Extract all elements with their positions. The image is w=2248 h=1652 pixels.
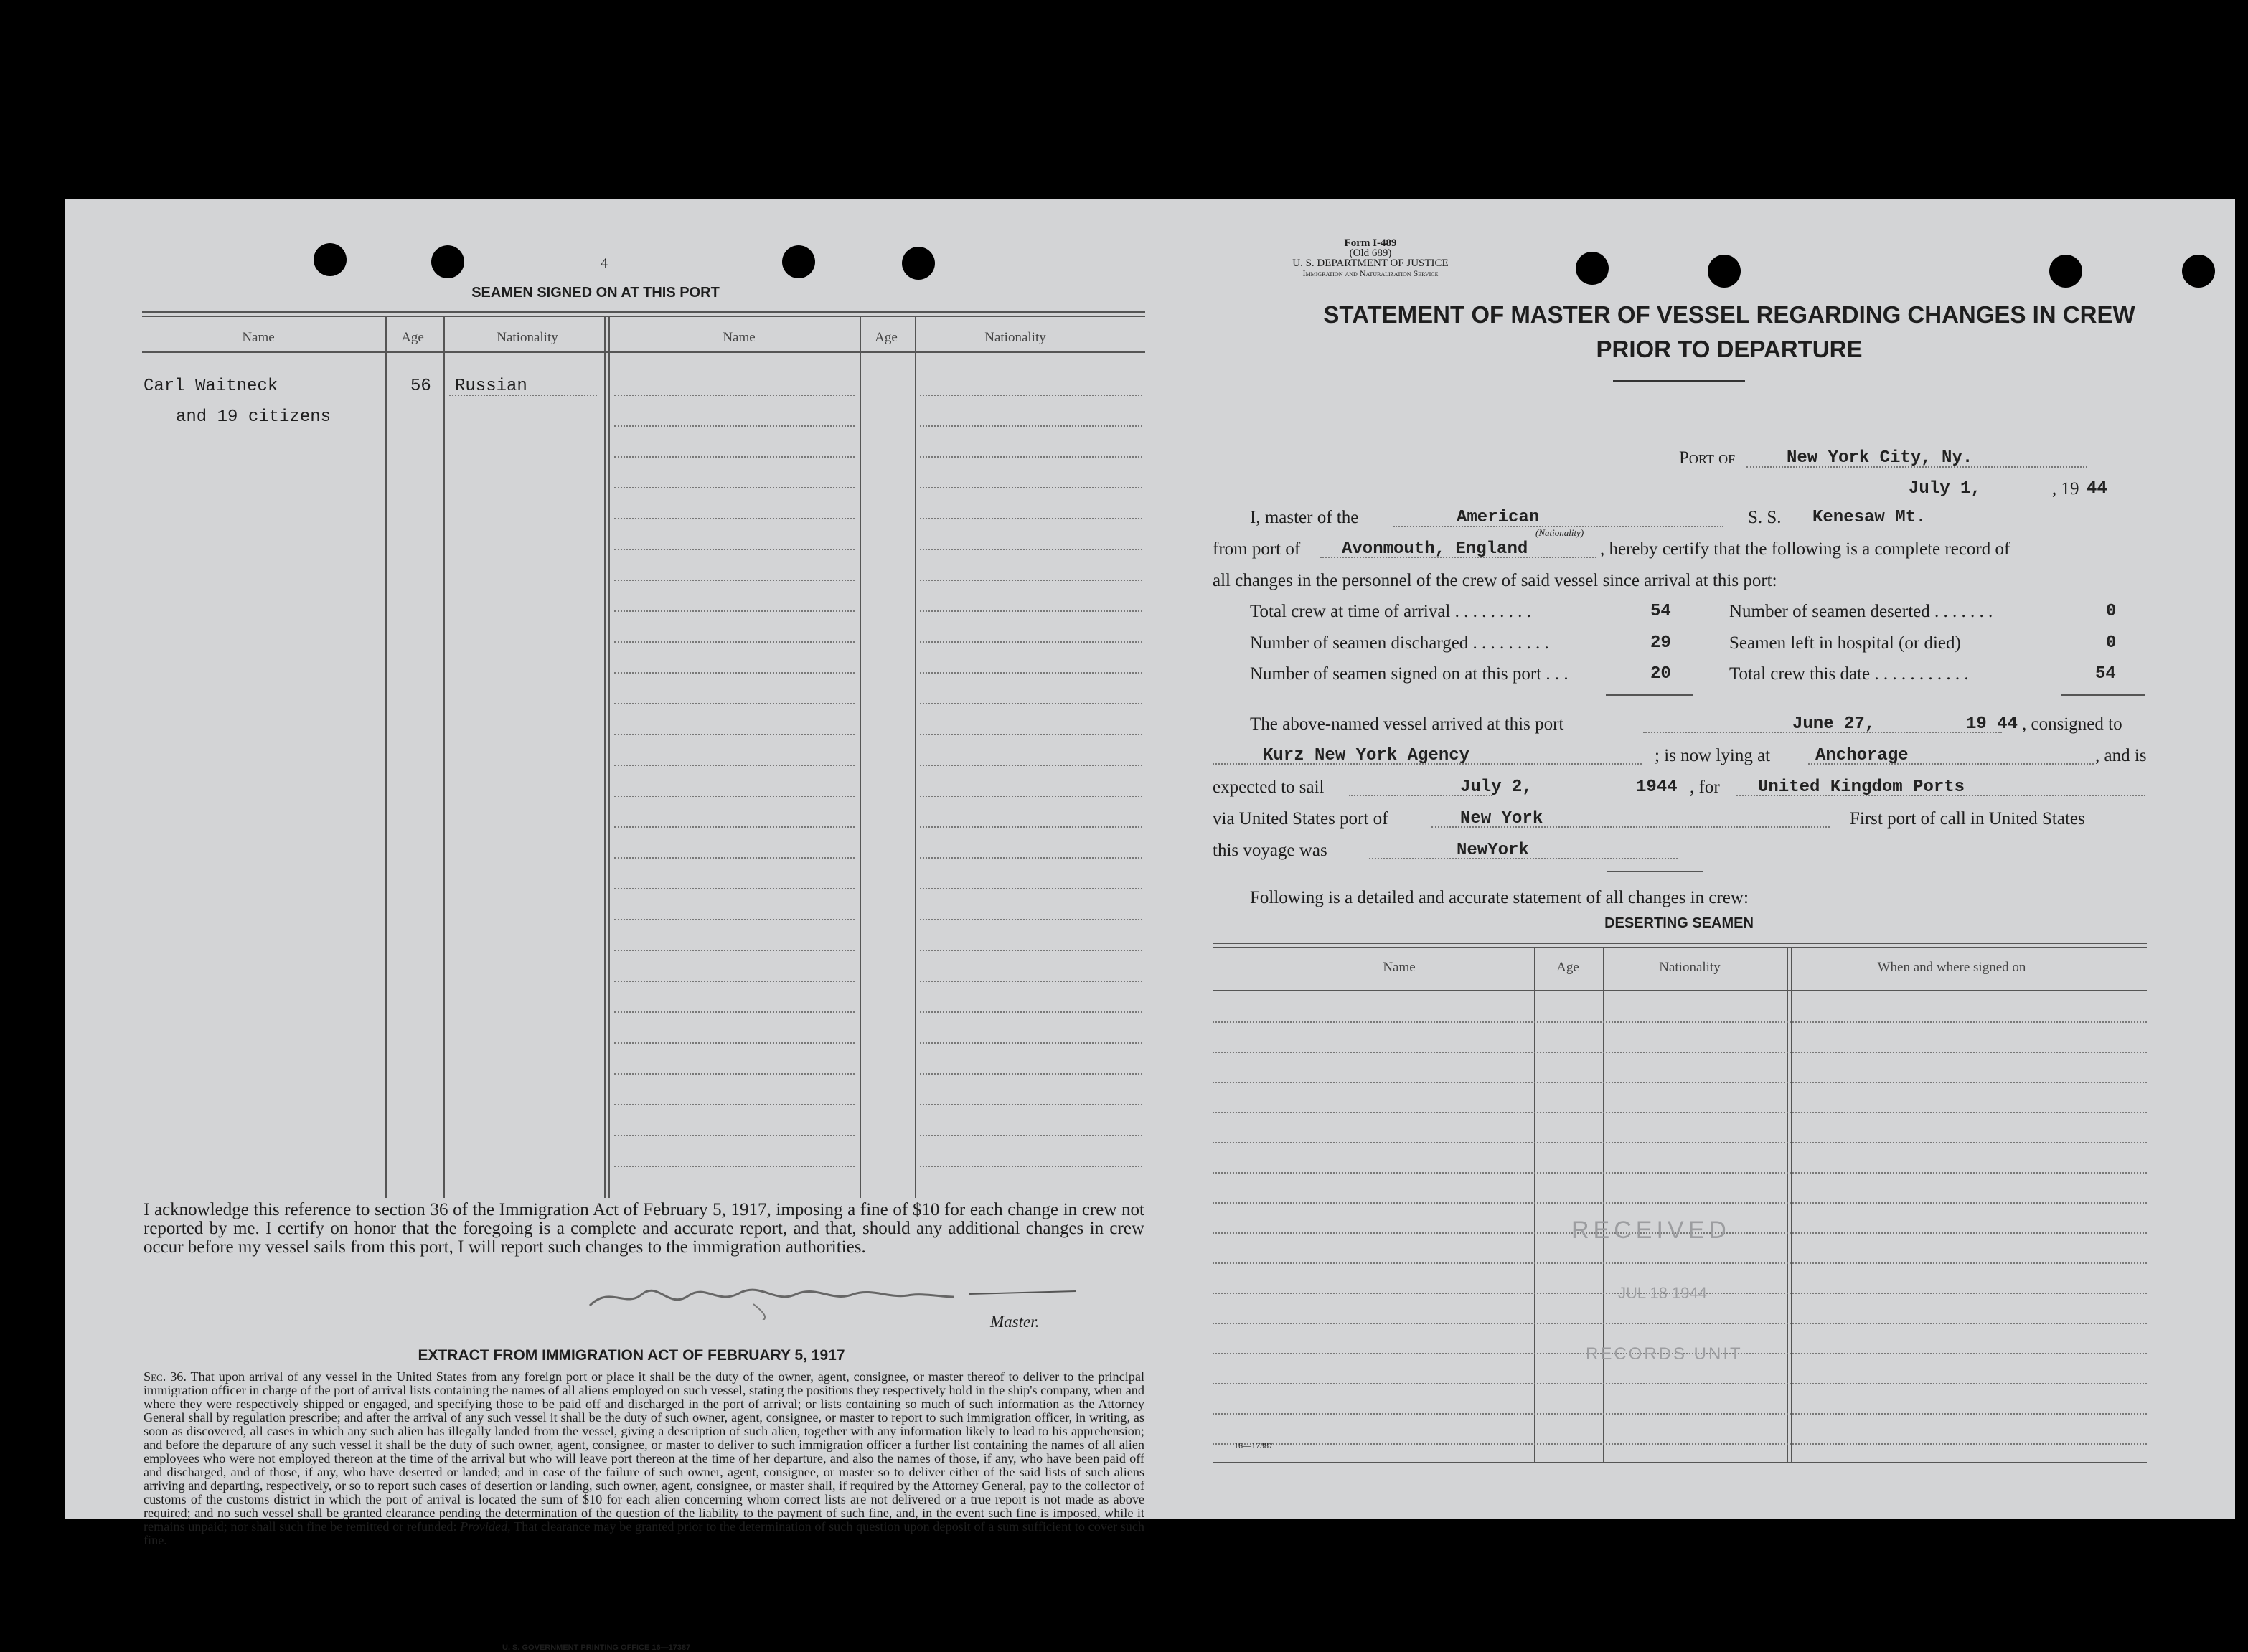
extract-tail: That clearance may be granted prior to the determination of such question upon deposit of a sum sufficient to cover such fine. (144, 1519, 1144, 1547)
service-name: Immigration and Naturalization Service (1302, 268, 1439, 278)
column-rule (604, 316, 606, 1198)
nationality-caption: (Nationality) (1535, 527, 1584, 538)
row-rule (1213, 1323, 2147, 1324)
row-rule (614, 1042, 855, 1044)
row-rule (614, 425, 855, 427)
punch-hole (1576, 252, 1609, 285)
row-rule (1213, 1142, 2147, 1143)
master-of-label: I, master of the (1250, 508, 1359, 527)
punch-hole (431, 245, 464, 278)
received-stamp: RECEIVED (1571, 1217, 1731, 1244)
lying-value: Anchorage (1815, 746, 1909, 765)
form-number: Form I-489 (1344, 237, 1397, 249)
row-rule (614, 981, 855, 982)
row-rule (920, 826, 1142, 828)
via-value: New York (1460, 809, 1543, 829)
row-rule (614, 518, 855, 519)
row-rule (920, 456, 1142, 458)
column-rule (385, 316, 387, 1198)
row-rule (614, 857, 855, 859)
seaman-nationality: Russian (455, 377, 527, 396)
row-rule (1213, 1082, 2147, 1083)
acknowledgment-paragraph: I acknowledge this reference to section 36 of the Immigration Act of February 5, 1917, imposing a fine of $10 for each change in crew not reported by me. I certify on honor that the foregoing is a complete and accurate report, and that, should any additional changes in crew occur before my vessel sails from this port, I will report such changes to the immigration authorities. (144, 1200, 1144, 1257)
year-prefix: , 19 (2052, 479, 2079, 499)
stat-rule (2061, 694, 2145, 696)
department-name: U. S. DEPARTMENT OF JUSTICE (1292, 258, 1449, 269)
lying-text: ; is now lying at (1655, 746, 1771, 765)
form-title-line1: STATEMENT OF MASTER OF VESSEL REGARDING CHANGES IN CREW (1323, 301, 2135, 328)
stat-label: Total crew this date . . . . . . . . . . . (1729, 664, 1969, 684)
nationality-value: American (1457, 508, 1540, 527)
column-header-name: Name (1383, 960, 1416, 975)
row-rule (920, 981, 1142, 982)
row-rule (920, 1011, 1142, 1013)
row-rule (614, 549, 855, 550)
row-rule (920, 919, 1142, 920)
column-header-name: Name (723, 330, 756, 345)
column-header-age: Age (401, 330, 424, 345)
row-rule (614, 734, 855, 735)
stat-value: 54 (1650, 602, 1671, 621)
consignee-value: Kurz New York Agency (1263, 746, 1470, 765)
table-top-rule (142, 316, 1145, 317)
row-rule (920, 425, 1142, 427)
column-rule (1603, 947, 1604, 1462)
form-old-number: (Old 689) (1349, 247, 1392, 259)
row-rule (1213, 1383, 2147, 1384)
row-rule (614, 888, 855, 889)
row-rule (614, 703, 855, 704)
row-rule (920, 1135, 1142, 1136)
arrived-text: The above-named vessel arrived at this port (1250, 714, 1564, 734)
seaman-name: and 19 citizens (176, 407, 331, 427)
table-bottom-rule (1213, 1462, 2147, 1463)
stat-value: 0 (2106, 602, 2117, 621)
row-rule (1213, 1202, 2147, 1204)
received-stamp-unit: RECORDS UNIT (1586, 1344, 1743, 1364)
voyage-value: NewYork (1457, 841, 1529, 860)
sail-year: 1944 (1636, 778, 1678, 797)
extract-body: That upon arrival of any vessel in the United States from any foreign port or place it shall be the duty of the owner, agent, consignee, or master thereof to deliver to the principal immigration officer in charge of the port of arrival lists containing the names of all aliens employed on such vessel, stating the positions they respectively hold in the ship's company, when and where they were respectively shipped or engaged, and specifying those to be paid off and discharged in the port of arrival; or lists containing so much of such information as the Attorney General shall by regulation prescribe; and after the arrival of any such vessel it shall be the duty of such owner, agent, consignee, or master to report to such immigration officer, in writing, as soon as discovered, all cases in which any such alien has illegally landed from the vessel, giving a description of such alien, together with any information likely to lead to his apprehension; and before the departure of any such vessel it shall be the duty of such owner, agent, consignee, or master to deliver to such immigration officer a further list containing the names of all alien employees who were not employed thereon at the time of the arrival but who will leave port thereon at the time of her departure, and also the names of those, if any, who have been paid off and discharged, and of those, if any, who have deserted or landed; and in case of the failure of such owner, agent, consignee, or master so to deliver either of the said lists of such aliens arriving and departing, respectively, or so to report such cases of desertion or landing, such owner, agent, consignee, or master shall, if required by the Attorney General, pay to the collector of customs of the customs district in which the port of arrival is located the sum of $10 for each alien concerning whom correct lists are not delivered or a true report is not made as above required; and no such vessel shall be granted clearance pending the determination of the question of the liability to the payment of such fine, and, in the event such fine is imposed, while it remains unpaid; nor shall such fine be remitted or refunded: (144, 1369, 1144, 1534)
row-rule (920, 549, 1142, 550)
arrival-year: 19 44 (1966, 714, 2018, 734)
extract-section: Sec. 36. (144, 1369, 187, 1384)
sail-date: July 2, (1460, 778, 1533, 797)
arrival-date: June 27, (1792, 714, 1876, 734)
destination-value: United Kingdom Ports (1758, 778, 1965, 797)
row-rule (614, 919, 855, 920)
form-header (1284, 238, 1457, 278)
row-rule (1213, 1172, 2147, 1174)
row-rule (920, 610, 1142, 612)
ss-label: S. S. (1748, 508, 1782, 527)
stat-value: 54 (2095, 664, 2116, 684)
all-changes-text: all changes in the personnel of the crew of said vessel since arrival at this port: (1213, 571, 1777, 590)
column-rule (1534, 947, 1535, 1462)
row-rule (920, 1042, 1142, 1044)
row-rule (920, 518, 1142, 519)
extract-paragraph (144, 1370, 1144, 1547)
seaman-age: 56 (410, 377, 431, 396)
column-header-nationality: Nationality (1659, 960, 1721, 975)
row-rule (1213, 1262, 2147, 1264)
port-value: New York City, Ny. (1787, 448, 1973, 468)
table-top-rule (142, 311, 1145, 313)
row-rule (614, 765, 855, 766)
table-header-rule (1213, 990, 2147, 991)
row-rule (920, 641, 1142, 643)
seaman-name: Carl Waitneck (144, 377, 278, 396)
extract-title: EXTRACT FROM IMMIGRATION ACT OF FEBRUARY 5, 1917 (418, 1347, 845, 1364)
row-rule (614, 641, 855, 643)
column-header-signed-on: When and where signed on (1877, 960, 2026, 975)
row-rule (614, 610, 855, 612)
column-header-nationality: Nationality (984, 330, 1046, 345)
row-rule (614, 1073, 855, 1075)
row-rule (920, 950, 1142, 951)
voyage-text: this voyage was (1213, 841, 1327, 860)
column-rule (1791, 947, 1792, 1462)
row-rule (920, 672, 1142, 674)
master-signature (581, 1277, 1141, 1320)
row-rule (614, 456, 855, 458)
consigned-text: , consigned to (2022, 714, 2122, 734)
expected-text: expected to sail (1213, 778, 1325, 797)
column-header-age: Age (875, 330, 898, 345)
punch-hole (2049, 255, 2082, 288)
stat-value: 29 (1650, 633, 1671, 653)
punch-hole (1708, 255, 1741, 288)
row-rule (920, 580, 1142, 581)
stat-value: 20 (1650, 664, 1671, 684)
stat-label: Number of seamen signed on at this port . . . (1250, 664, 1569, 684)
row-rule (614, 395, 855, 396)
first-port-text: First port of call in United States (1850, 809, 2085, 829)
extract-provided: Provided, (460, 1519, 511, 1534)
row-rule (614, 796, 855, 797)
row-rule (920, 395, 1142, 396)
for-text: , for (1690, 778, 1720, 797)
row-rule (920, 765, 1142, 766)
via-text: via United States port of (1213, 809, 1388, 829)
row-rule (1213, 1052, 2147, 1053)
punch-hole (2182, 255, 2215, 288)
stat-label: Total crew at time of arrival . . . . . . . . . (1250, 602, 1531, 621)
row-rule (920, 487, 1142, 488)
and-is-text: , and is (2095, 746, 2147, 765)
port-label: Port of (1679, 448, 1736, 468)
row-rule (614, 487, 855, 488)
master-label: Master. (990, 1313, 1040, 1331)
printer-imprint: U. S. GOVERNMENT PRINTING OFFICE 16—17387 (502, 1643, 691, 1652)
table-header-rule (142, 351, 1145, 353)
punch-hole (902, 247, 935, 280)
row-rule (920, 703, 1142, 704)
from-port-label: from port of (1213, 539, 1301, 559)
section-title: SEAMEN SIGNED ON AT THIS PORT (471, 285, 720, 301)
row-rule (1213, 1112, 2147, 1113)
punch-hole (782, 245, 815, 278)
stat-label: Seamen left in hospital (or died) (1729, 633, 1961, 653)
row-rule (614, 580, 855, 581)
row-rule (614, 672, 855, 674)
date-value: July 1, (1909, 479, 1981, 499)
row-rule (1213, 1413, 2147, 1415)
row-rule (614, 1104, 855, 1105)
row-rule (614, 1011, 855, 1013)
row-rule (614, 826, 855, 828)
column-header-nationality: Nationality (497, 330, 558, 345)
ship-name: Kenesaw Mt. (1812, 508, 1927, 527)
section-rule (1607, 871, 1703, 872)
received-stamp-date: JUL 18 1944 (1618, 1284, 1707, 1302)
row-rule (920, 857, 1142, 859)
certify-text: , hereby certify that the following is a complete record of (1600, 539, 2010, 559)
row-rule (920, 734, 1142, 735)
table-top-rule (1213, 947, 2147, 948)
row-rule (920, 1104, 1142, 1105)
stat-label: Number of seamen discharged . . . . . . . . . (1250, 633, 1549, 653)
column-rule (1787, 947, 1788, 1462)
footer-code: 16—17387 (1234, 1440, 1273, 1450)
stat-rule (1606, 694, 1693, 696)
row-rule (920, 796, 1142, 797)
row-rule (1213, 1021, 2147, 1023)
column-header-name: Name (242, 330, 275, 345)
row-rule (920, 1073, 1142, 1075)
from-port-value: Avonmouth, England (1342, 539, 1528, 559)
year-value: 44 (2087, 479, 2107, 499)
deserting-title: DESERTING SEAMEN (1604, 915, 1754, 931)
column-rule (443, 316, 445, 1198)
punch-hole (314, 243, 347, 276)
table-top-rule (1213, 943, 2147, 944)
row-rule (920, 888, 1142, 889)
row-rule (614, 950, 855, 951)
row-rule (1213, 1443, 2147, 1445)
stat-label: Number of seamen deserted . . . . . . . (1729, 602, 1993, 621)
column-rule (915, 316, 916, 1198)
column-rule (860, 316, 861, 1198)
column-header-age: Age (1556, 960, 1579, 975)
column-rule (608, 316, 610, 1198)
row-rule (614, 1135, 855, 1136)
row-rule (920, 1166, 1142, 1167)
title-underline (1613, 380, 1745, 382)
following-text: Following is a detailed and accurate statement of all changes in crew: (1250, 888, 1749, 907)
page-number: 4 (601, 255, 608, 271)
row-rule (614, 1166, 855, 1167)
stat-value: 0 (2106, 633, 2117, 653)
document-sheet (65, 199, 2235, 1652)
form-title-line2: PRIOR TO DEPARTURE (1596, 336, 1863, 362)
